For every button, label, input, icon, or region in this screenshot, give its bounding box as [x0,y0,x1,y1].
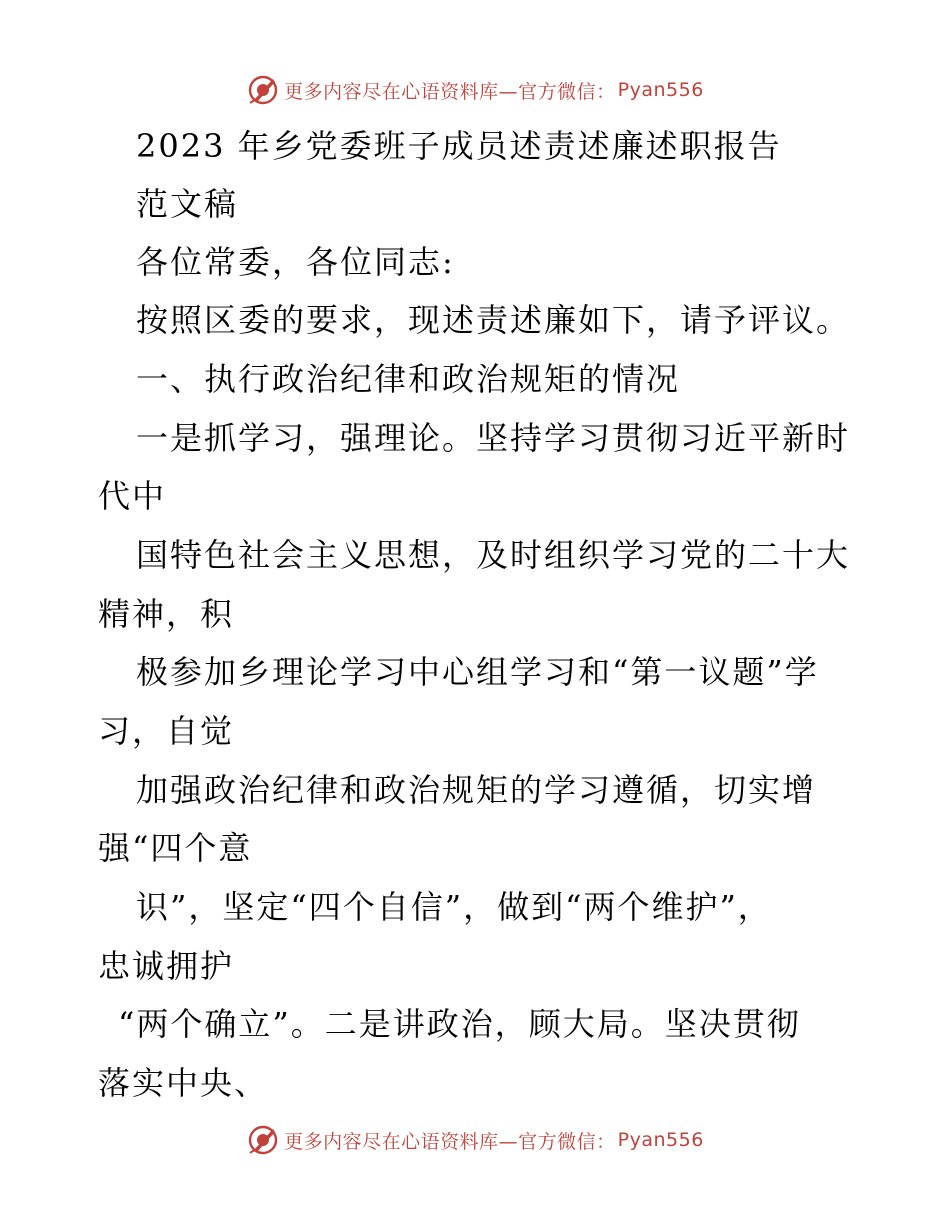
watermark-account: Pyan556 [617,1129,704,1151]
doc-paragraph-line: 极参加乡理论学习中心组学习和“第一议题”学 [136,653,819,691]
doc-paragraph-line: “两个确立”。二是讲政治，顾大局。坚决贯彻 [118,1005,801,1043]
doc-paragraph-line: 一是抓学习，强理论。坚持学习贯彻习近平新时 [136,419,851,457]
doc-paragraph-line: 忠诚拥护 [98,947,235,985]
doc-paragraph-line: 习，自觉 [98,712,235,750]
doc-title-line-2: 范文稿 [136,185,239,223]
doc-paragraph-line: 落实中央、 [98,1064,269,1102]
doc-paragraph-line: 加强政治纪律和政治规矩的学习遵循，切实增 [136,771,817,809]
doc-paragraph-line: 国特色社会主义思想，及时组织学习党的二十大 [136,536,851,574]
watermark-account: Pyan556 [617,79,704,101]
doc-title-line-1: 2023 年乡党委班子成员述责述廉述职报告 [136,127,782,165]
watermark-text: 更多内容尽在心语资料库—官方微信： [284,80,616,103]
quill-seal-icon [246,1123,280,1157]
doc-paragraph-line: 代中 [98,477,167,515]
doc-paragraph-line: 精神，积 [98,595,235,633]
doc-paragraph-line: 按照区委的要求，现述责述廉如下，请予评议。 [136,301,851,339]
doc-paragraph-line: 强“四个意 [98,829,253,867]
watermark-text: 更多内容尽在心语资料库—官方微信： [284,1130,616,1153]
doc-section-heading: 一、执行政治纪律和政治规矩的情况 [136,360,681,398]
doc-paragraph-line: 识”，坚定“四个自信”，做到“两个维护”， [136,888,772,926]
watermark-header [0,70,950,110]
watermark-footer [0,1120,950,1160]
doc-salutation: 各位常委，各位同志: [136,243,455,281]
quill-seal-icon [246,73,280,107]
